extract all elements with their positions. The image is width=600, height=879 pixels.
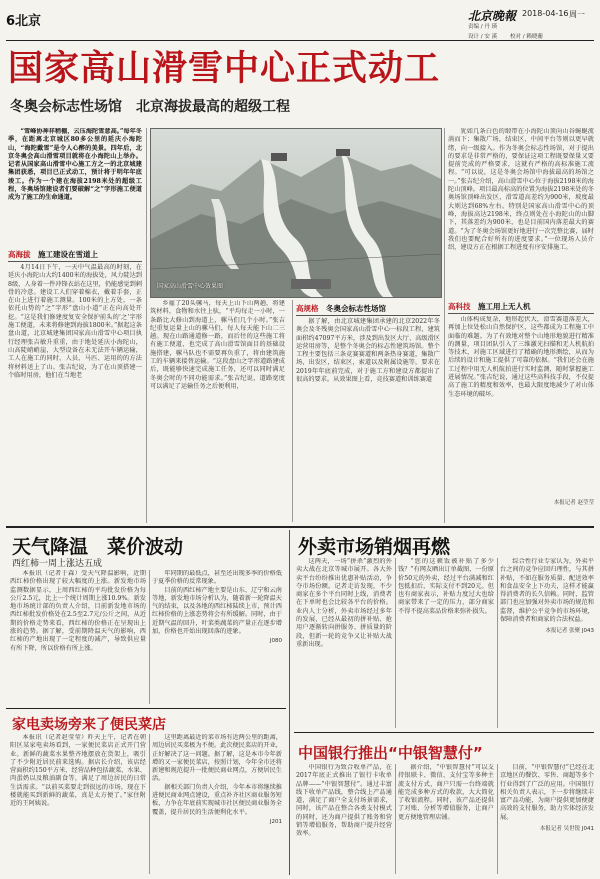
veg-bottom-rule [6,708,286,709]
issue-date: 2018-04-16 [522,9,569,18]
lead-subheadline: 冬奥会标志性场馆 北京海拔最高的超级工程 [10,99,290,115]
column-divider [146,128,147,523]
lead-bottom-rule [6,526,594,528]
editor-credit: 责编 / 丹 瑛 [468,24,498,30]
lead-column-2: 乡雇了20头骡马，每天上山下山两趟，将建筑材料，食物和水往上驮，“平均每走一小时，一条路比大修山到海道上，骡马们几个小时。”张吉纪重复运量上山的骡马们，每人每天能下山二三趟。现在山路通道修一路，而后往的这些施工将有施工便道，也完成了高山滑雪馆面目的基础设施搭建，骡马队也不需要再负重了，将由建筑施工的车辆来接替运输。“这段盘山之字形道路建成后，既能够快速完成施工任务，还可以同时满足冬奥会时的不同功能需求。”张吉纪说，道路宽度可以满足了运输任务之后便利用， [150,300,285,390]
lead-column-3: 高规格 冬奥会标志性场馆 据了解，由北京城建集团承建的北京2022年冬奥会及冬残奥会国家高山滑雪中心一标段工程，建筑面积约47097平方米，涉及到出发区大厅、高级滑区运营用房等，是整个冬奥会的标志性建筑场馆。整个工程主要包括三条竞赛赛道和两条热身赛道，集散广场，出发区，结束区，索道以及附属设施等，要求在2019年年底前完成，对于施工方和建设方都提出了很高的要求。从效果图上看，竞技赛道和训练赛道 [296,304,440,384]
section-heading-venue: 高规格 冬奥会标志性场馆 [296,303,440,316]
column-divider [497,764,498,874]
market-column-3: 综合性行业专家认为，外卖平台之间的竞争应回归理性，与其拼补贴，不如在服务质量、配送效率和食品安全上下功夫，这样才能赢得消费者的长久信赖。同时，监管部门也应加强对外卖市场的规范和监督，维护公平竞争的市场环境，保障消费者和商家的合法权益。 本报记者 张聚 J043 [500,558,594,635]
column-divider [497,558,498,728]
section-heading-tech: 高科技 施工用上无人机 [448,301,594,314]
design-credit: 设计 / 安 溪 [468,34,498,40]
veg-subheadline: 西红柿一周上涨达五成 [12,559,103,569]
store-column-2: 这里距离最近的菜市场有近两公里的距离，周边居民买菜极为不便。此次便民菜店的开业，正好解决了这一问题。据了解，这是本市今年新增的又一家便民菜店，按照计划，今年全市还将新建和规范提升一批便民商业网点，方便居民生活。 据相关部门负责人介绍，今年本市将继续推进便民商业网点建设，重点补齐社区商业服务短板，力争在年底前实现城市社区便民商业服务全覆盖，提升居民的生活便利化水平。 J201 [152,734,282,825]
column-divider [395,764,396,874]
mountain-rendering-image [151,129,441,297]
lead-intro: “雪峰协神祥稍棚，云压海陀雪意高。”每年冬季，在距离北京城区80多公里的延庆小海陀山，“海陀戴雪”是令人心醉的美景。四年后，北京冬奥会高山滑雪项目就将在小海陀山上举办。记者从国家高山滑雪中心施工方之一的北京城建集团获悉，项目已正式动工，预计将于明年年底竣工。作为一个建在海拔2198米处的超级工程，冬奥场馆建设者们要破解“之”字形施工便道成为了施工的生命通道。 [8,128,142,202]
veg-headline: 天气降温 菜价波动 [12,536,184,558]
column-divider [149,734,150,874]
column-divider [292,300,293,522]
market-headline: 外卖市场销烟再燃 [298,536,451,558]
veg-byline: J080 [269,638,282,645]
market-byline: 本报记者 张聚 J043 [545,628,594,635]
veg-column-2: 年同期的最低点，甚至还出现多季的价格低于夏季价格的反常现象。 目前的西红柿产地主要是山东、辽宁和云南等地，新发地市场分析认为，随着新一轮降温天气的结束，以及各地的西红柿陆续上市，预计西红柿价格的上涨态势将会有所缓解。同时，由于近期气温的回升，叶菜类蔬菜的产量正在逐步增加，价格也开始出现回落的迹象。 J080 [152,570,282,645]
market-column-1: 这两天，一场“拼杀”激烈的外卖大战在北京等城市展开。各大外卖平台纷纷推出优惠补贴活动，争夺市场份额。记者走访发现，不少商家在多个平台同时上线，消费者在下单时也会比较各平台的价格。业内人士分析，外卖市场经过多年的发展，已经从最初的拼补贴、抢用户逐渐转向拼服务、拼质量的阶段，但新一轮的竞争又让补贴大战重新出现。 [296,558,392,648]
photo-caption: 国家高山滑雪中心效果图 [157,283,224,290]
boc-headline: 中国银行推出“中银智慧付” [298,744,483,762]
store-byline: J201 [269,818,282,825]
column-divider [149,570,150,704]
column-divider [289,530,290,875]
column-divider [395,558,396,728]
column-divider [444,128,445,523]
header-rule [6,40,594,41]
issue-weekday: 周一 [569,10,585,19]
lead-headline: 国家高山滑雪中心正式动工 [8,49,441,89]
store-headline: 家电卖场旁来了便民菜店 [12,717,166,733]
proof-credit: 校对 / 赖晓蘅 [510,34,543,40]
lead-column-4: 犹如几条白色的缎带在小海陀山顶向山谷蜿蜒流淌而下；集散广场，结束区，中间平台等则以更早就绪，向一级接入。作为冬奥会标志性场馆，对于提出的要求是非常严格的，要保证这项工程既要保量又要提前完成的严格要求，这就有严格的高标准施工流程。“可以说，这是冬奥会场馆中海拔最高的场馆之一。”张吉纪介绍，高山滑雪中心位于海拔2198米的海陀山顶峰。项目最高标高的位置为海拔2198米处的冬奥场馆顶峰出发区，滑雪道高差约为900米，坡度最大则达到68%左右。特别是国家高山滑雪中心的顶峰，海拔高达2198米，终点则处在小海陀山的山脚下，其落差约为900米，也是目前国内落差最大的赛道。“为了冬奥会场馆更好地进行一次完整比赛，届时我们也要配合好所有的进度要求。”一位现场人员介绍，建设方正在根据工程进度有序安排施工。 高科技 施工用上无人机 山体构成复杂，地形起伏大，滑雪赛道落差大，再加上位处松山自然保护区，这些都成为工程施工中面临的难题。为了有效地对整个山地形地貌进行精准的测量，项目团队引入了三维激光扫描和无人机航拍等技术，对施工区域进行了精确的地形测绘，从而为后续的设计和施工提供了可靠的依据。“我们还会在施工过程中用无人机航拍进行实时监测，随时掌握施工进展情况。”张吉纪说，通过这些高科技手段，不仅提高了施工的精度和效率，也最大限度地减少了对山体生态环境的破坏。 本报记者 赵莹莹 [448,128,594,506]
lead-column-1: 高海拔 施工建设在雪道上 4月14日下午，一天中气温最高的时刻，在延庆小海陀山大约1400米的海拔处，风力陡达到8级，人身着一件冲锋衣站在这里，仍能感觉到刺骨的冷意。建设工人们穿着棉衣，戴着手套，正在山上进行着施工测量。100米的上方处，一条依托山势的“之”字形“盘山小道”正在向高处开挖。“这是我们修建度复安全保护前头的‘之’字形施工便道，未来将修建到海拔1800米。”据起这条盘山道，北京城建集团国家高山滑雪中心项目执行经理张吉敏升重重，由于地处延庆小海陀山，山高陡峭峭崖，大型设备在未无法开车辆运输，工人在施工的同时，人员、马匹、运用的的方法将材料送上了山。张吉纪说，为了在山顶搭建一个临时用房，他们在当地老 [8,250,142,379]
rendering-photo [150,128,442,298]
boc-column-2: 据介绍，“中银智慧付”可以支持银联卡、微信、支付宝等多种主流支付方式，商户只需一台终端就能完成多种方式的收款，大大简化了收银流程。同时，该产品还提供了对账、分析等增值服务，让商户更方便地管理店铺。 [398,764,494,821]
market-bottom-rule [294,732,594,733]
boc-column-3: 目前，“中银智慧付”已经在北京地区的餐饮、零售、商超等多个行业得到了广泛的应用。中国银行相关负责人表示，下一步将继续丰富产品功能，为商户提供更加便捷高效的支付服务，助力实体经济发展。 本报记者 吴世锐 J041 [500,764,594,833]
lead-byline: 本报记者 赵莹莹 [553,500,594,506]
page-section-label: 6北京 [6,14,42,29]
section-heading-altitude: 高海拔 施工建设在雪道上 [8,249,142,262]
boc-byline: 本报记者 吴世锐 J041 [539,826,594,833]
boc-column-1: 中国银行为致合收单产品，在2017年底正式推出了银行卡收单品牌——“中银智慧付”。通过丰富线下收单产品线，整合线上产品通道，满足了商户全支付场景需求，同时，该产品在整合各类支付模式的同时，还为商户提供了账务和营销等增值服务，帮助商户提升经营效率。 [296,764,392,838]
market-column-2: “您的这顿饭被补贴了多少钱？”有网友晒出订单截图，一份原价50元的外卖，经过平台满减和红包抵扣后，实际支付不到20元。但也有商家表示，补贴力度过大也给商家带来了一定的压力，部分商家不得不提高菜品价格来弥补损失。 [398,558,494,615]
veg-column-1: 本报讯（记者于森）受天气降温影响，近期西红柿价格出现了较大幅度的上涨。新发地市场监测数据显示，上周西红柿的平均批发价格为每公斤2.5元，比上一个统计周期上涨10.9%。新发地市场统计部的负责人介绍，目前新发地市场的西红柿批发价格处在2.5至2.7元/公斤之间，从近期的价格走势来看，西红柿的价格正在呈现出上涨的趋势。据了解，受前期降温天气的影响，西红柿的产地出现了一定程度的减产，导致供应量有所下降，所以价格有所上涨。 [10,570,146,652]
masthead-logo: 北京晚報 [468,9,517,23]
store-column-1: 本报讯（记者赵莹莹）昨天上午，记者在朝阳区某家电卖场看到，一家便民菜店正式开门营业。新鲜的蔬菜水果整齐地摆放在货架上，吸引了不少附近居民前来选购。据店长介绍，该店经营面积约150平方米，经营品种包括蔬菜、水果、肉蛋奶以及粮油副食等，满足了周边居民的日常生活需求。“以前买菜要走到很远的市场，现在下楼就能买到新鲜的蔬菜，真是太方便了。”家住附近的王阿姨说。 [10,734,146,808]
